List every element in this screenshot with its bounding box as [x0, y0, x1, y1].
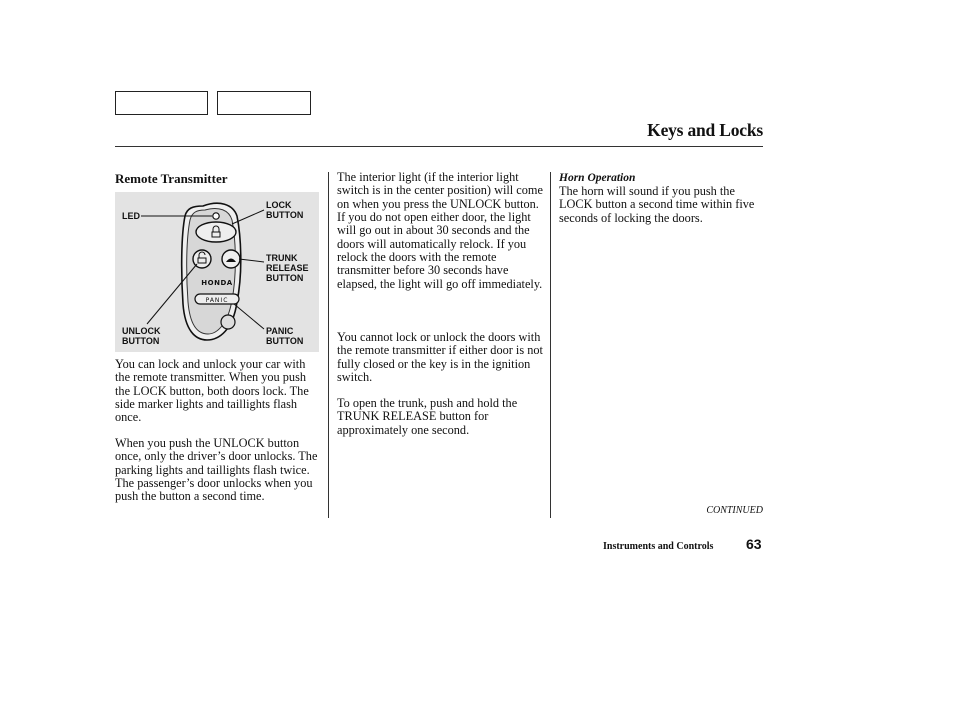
- header-tab-box-left: [115, 91, 208, 115]
- page-title: Keys and Locks: [647, 120, 763, 140]
- column-divider-1: [328, 172, 329, 518]
- paragraph-cannot-lock: You cannot lock or unlock the doors with the remote transmitter if either door is not fully closed or the key is in the ignition switch.: [337, 330, 543, 385]
- panic-button-text: PANIC: [205, 297, 229, 304]
- unlock-button-label: UNLOCK BUTTON: [122, 326, 161, 346]
- honda-logo: HONDA: [201, 279, 233, 287]
- panic-button-label: PANIC BUTTON: [266, 326, 304, 346]
- section-heading-horn-operation: Horn Operation: [559, 172, 636, 184]
- title-rule: [115, 146, 763, 147]
- remote-transmitter-figure: [115, 192, 319, 352]
- paragraph-open-trunk: To open the trunk, push and hold the TRUNK RELEASE button for approximately one second.: [337, 396, 518, 437]
- panic-leader: [234, 304, 264, 329]
- paragraph-interior-light: The interior light (if the interior light switch is in the center position) will come on when you press the UNLOCK button. If you do not open either door, the light will go out in about 30 seconds and the doors will automatically relock. If you relock the doors with the remote transmitter before 30 seconds have elapsed, the light will go off immediately.: [337, 170, 543, 291]
- lock-button-label: LOCK BUTTON: [266, 200, 304, 220]
- column-divider-2: [550, 172, 551, 518]
- section-heading-remote-transmitter: Remote Transmitter: [115, 171, 228, 186]
- footer-section-name: Instruments and Controls: [603, 541, 714, 552]
- trunk-release-button-label: TRUNK RELEASE BUTTON: [266, 253, 309, 283]
- led-indicator: [213, 213, 219, 219]
- trunk-leader: [239, 259, 264, 262]
- continued-label: CONTINUED: [706, 505, 763, 516]
- paragraph-unlock-button: When you push the UNLOCK button once, only the driver’s door unlocks. The parking lights and taillights flash twice. The passenger’s door unlocks when you push the button a second time.: [115, 436, 318, 504]
- led-label: LED: [122, 211, 140, 221]
- paragraph-horn: The horn will sound if you push the LOCK button a second time within five seconds of locking the doors.: [559, 184, 755, 225]
- header-tab-box-right: [217, 91, 311, 115]
- paragraph-lock-unlock: You can lock and unlock your car with the remote transmitter. When you push the LOCK button, both doors lock. The side marker lights and taillights flash once.: [115, 357, 309, 425]
- page-number: 63: [746, 536, 762, 552]
- key-ring: [221, 315, 235, 329]
